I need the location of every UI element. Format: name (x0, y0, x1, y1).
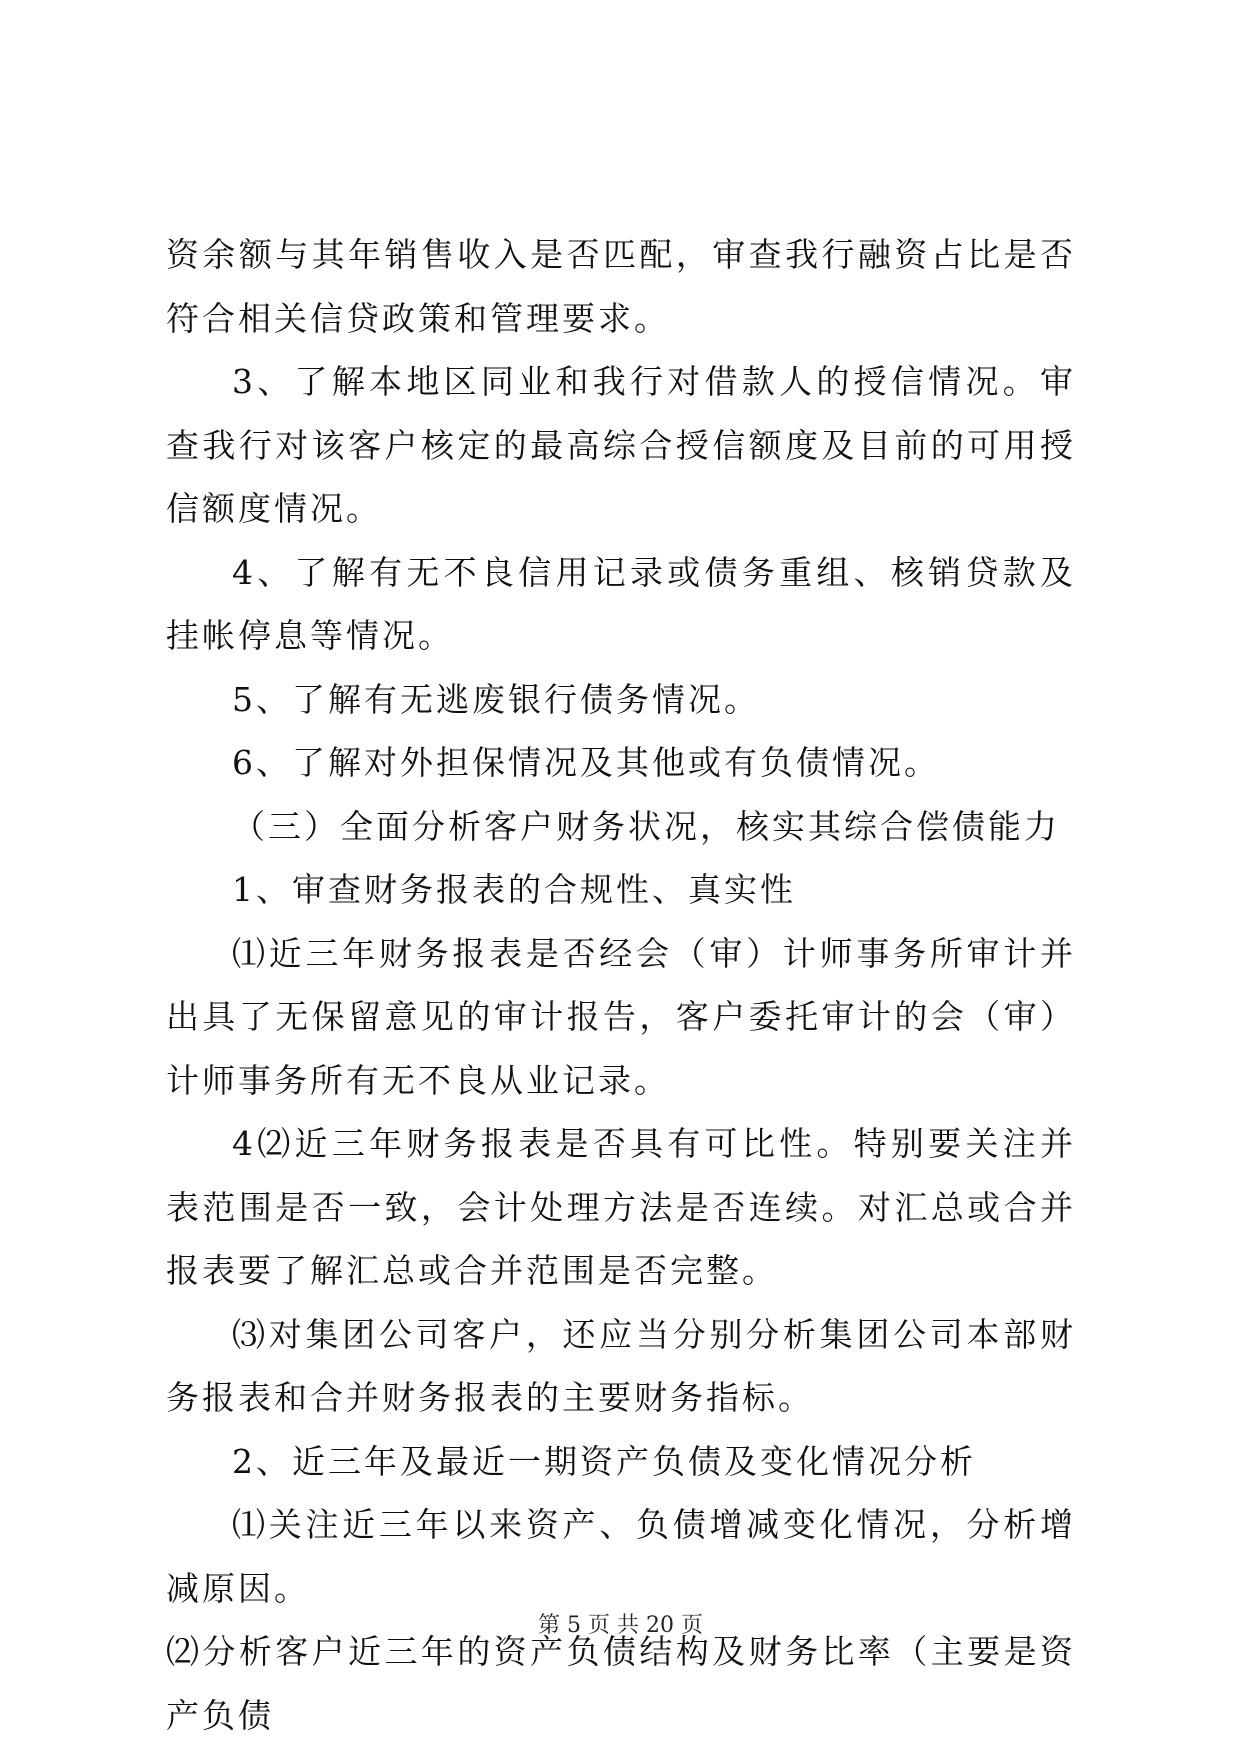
paragraph: ⑴关注近三年以来资产、负债增减变化情况，分析增减原因。 (166, 1505, 1076, 1608)
paragraph: 3、了解本地区同业和我行对借款人的授信情况。审查我行对该客户核定的最高综合授信额度及目前的可用授信额度情况。 (166, 362, 1076, 528)
paragraph: ⑵分析客户近三年的资产负债结构及财务比率（主要是资产负债 (166, 1632, 1076, 1735)
page-footer: 第 5 页 共 20 页 (538, 1613, 703, 1638)
paragraph: 1、审查财务报表的合规性、真实性 (232, 870, 796, 909)
paragraph: 2、近三年及最近一期资产负债及变化情况分析 (232, 1441, 976, 1481)
paragraph: ⑴近三年财务报表是否经会（审）计师事务所审计并出具了无保留意见的审计报告，客户委托审计的会（审）计师事务所有无不良从业记录。 (166, 933, 1076, 1100)
section-heading: （三）全面分析客户财务状况，核实其综合偿债能力 (232, 806, 1060, 846)
paragraph: 4、了解有无不良信用记录或债务重组、核销贷款及挂帐停息等情况。 (166, 552, 1076, 655)
paragraph: 资余额与其年销售收入是否匹配，审查我行融资占比是否符合相关信贷政策和管理要求。 (166, 235, 1076, 338)
body-text (166, 223, 1076, 1747)
paragraph: ⑶对集团公司客户，还应当分别分析集团公司本部财务报表和合并财务报表的主要财务指标。 (166, 1314, 1076, 1417)
paragraph: 6、了解对外担保情况及其他或有负债情况。 (232, 743, 940, 782)
paragraph: 5、了解有无逃废银行债务情况。 (232, 679, 760, 719)
paragraph: 4⑵近三年财务报表是否具有可比性。特别要关注并表范围是否一致，会计处理方法是否连续。对汇总或合并报表要了解汇总或合并范围是否完整。 (166, 1124, 1076, 1290)
